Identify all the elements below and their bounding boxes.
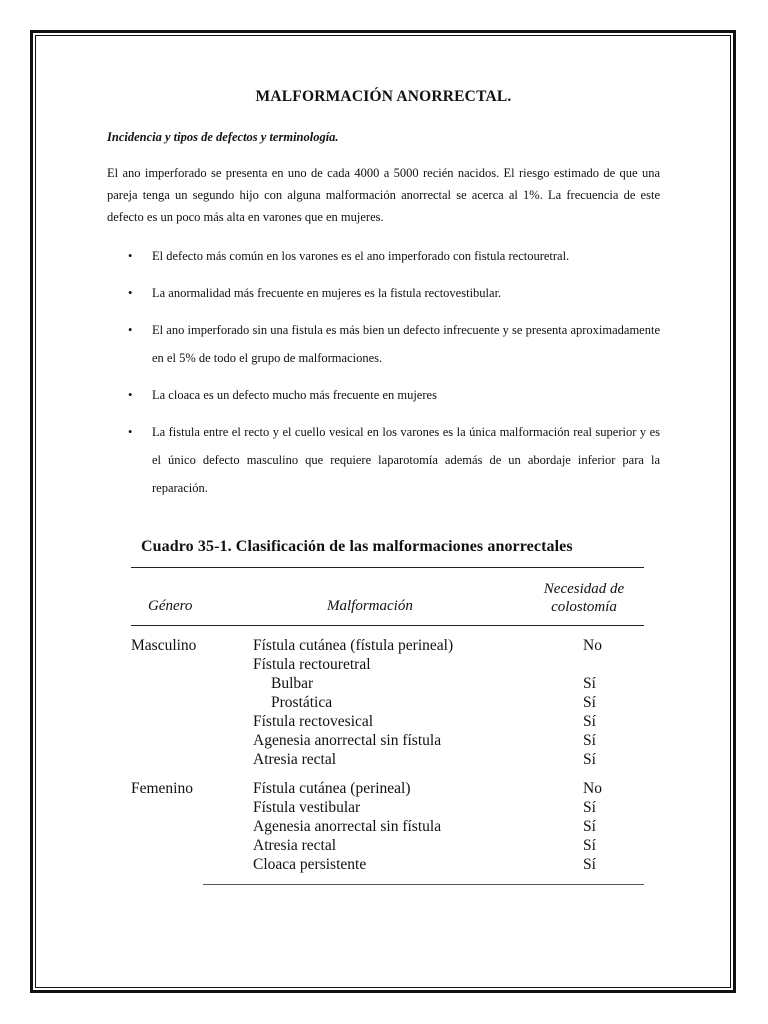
cell-malformacion: Atresia rectal xyxy=(253,837,337,854)
cell-colostomia: Sí xyxy=(583,713,596,730)
bullet-icon: • xyxy=(128,286,133,300)
cell-malformacion: Cloaca persistente xyxy=(253,856,367,873)
bullet-text: El defecto más común en los varones es el ano imperforado con fistula rectouretral. xyxy=(152,249,570,263)
header-colostomia-line2: colostomía xyxy=(551,599,617,615)
table-row xyxy=(131,655,644,674)
table-row xyxy=(131,693,644,712)
section-subtitle: Incidencia y tipos de defectos y terminología. xyxy=(107,130,339,144)
bullet-text: El ano imperforado sin una fistula es más bien un defecto infrecuente y se presenta aproximadamente en el 5% de todo el grupo de malformaciones. xyxy=(152,323,660,365)
list-item xyxy=(128,279,660,307)
table-title: Cuadro 35-1. Clasificación de las malformaciones anorrectales xyxy=(141,538,573,555)
cell-colostomia: Sí xyxy=(583,799,596,816)
intro-paragraph: El ano imperforado se presenta en uno de cada 4000 a 5000 recién nacidos. El riesgo estimado de que una pareja tenga un segundo hijo con alguna malformación anorrectal se acerca al 1%. La frecuencia de este defecto es un poco más alta en varones que en mujeres. xyxy=(107,166,660,224)
bullet-icon: • xyxy=(128,249,133,263)
document-title: MALFORMACIÓN ANORRECTAL. xyxy=(255,88,512,105)
bullet-text: La anormalidad más frecuente en mujeres es la fistula rectovestibular. xyxy=(152,286,502,300)
cell-malformacion: Agenesia anorrectal sin fístula xyxy=(253,818,442,835)
cell-genero: Femenino xyxy=(131,780,193,797)
header-colostomia xyxy=(524,580,644,616)
table-header-rule xyxy=(131,625,644,626)
list-item xyxy=(128,381,660,409)
table-bottom-rule xyxy=(203,884,644,885)
table-row xyxy=(131,836,644,855)
bullet-icon: • xyxy=(128,388,133,402)
table-body xyxy=(131,636,644,874)
header-genero: Género xyxy=(148,598,193,614)
table-row xyxy=(131,712,644,731)
list-item xyxy=(128,418,660,502)
cell-colostomia: Sí xyxy=(583,694,596,711)
cell-genero: Masculino xyxy=(131,637,197,654)
table-row xyxy=(131,779,644,798)
cell-colostomia: Sí xyxy=(583,837,596,854)
bullet-list xyxy=(107,242,660,502)
cell-malformacion: Fístula cutánea (perineal) xyxy=(253,780,411,797)
table-group xyxy=(131,636,644,769)
cell-malformacion: Bulbar xyxy=(271,675,314,692)
bullet-text: La fistula entre el recto y el cuello vesical en los varones es la única malformación real superior y es el único defecto masculino que requiere laparotomía además de un abordaje inferior para la reparación. xyxy=(152,425,660,495)
table-row xyxy=(131,798,644,817)
cell-malformacion: Atresia rectal xyxy=(253,751,337,768)
bullet-icon: • xyxy=(128,323,133,337)
cell-colostomia: Sí xyxy=(583,751,596,768)
header-colostomia-line1: Necesidad de xyxy=(543,581,625,597)
cell-malformacion: Fístula cutánea (fístula perineal) xyxy=(253,637,454,654)
table-row xyxy=(131,674,644,693)
table-row xyxy=(131,855,644,874)
bullet-icon: • xyxy=(128,425,133,439)
table-row xyxy=(131,750,644,769)
table-row xyxy=(131,731,644,750)
table-header-row xyxy=(131,568,644,625)
cell-colostomia: Sí xyxy=(583,675,596,692)
cell-colostomia: Sí xyxy=(583,856,596,873)
cell-colostomia: No xyxy=(583,637,602,654)
cell-colostomia: No xyxy=(583,780,602,797)
cell-malformacion: Fístula rectovesical xyxy=(253,713,374,730)
header-malformacion: Malformación xyxy=(327,598,413,614)
document-body xyxy=(107,88,660,511)
table-row xyxy=(131,817,644,836)
bullet-text: La cloaca es un defecto mucho más frecuente en mujeres xyxy=(152,388,437,402)
cell-malformacion: Prostática xyxy=(271,694,333,711)
list-item xyxy=(128,316,660,372)
cell-malformacion: Agenesia anorrectal sin fístula xyxy=(253,732,442,749)
table-group xyxy=(131,779,644,874)
cell-malformacion: Fístula vestibular xyxy=(253,799,361,816)
table-row xyxy=(131,636,644,655)
cell-colostomia: Sí xyxy=(583,732,596,749)
cell-colostomia: Sí xyxy=(583,818,596,835)
list-item xyxy=(128,242,660,270)
cell-malformacion: Fístula rectouretral xyxy=(253,656,371,673)
classification-table xyxy=(131,538,644,885)
